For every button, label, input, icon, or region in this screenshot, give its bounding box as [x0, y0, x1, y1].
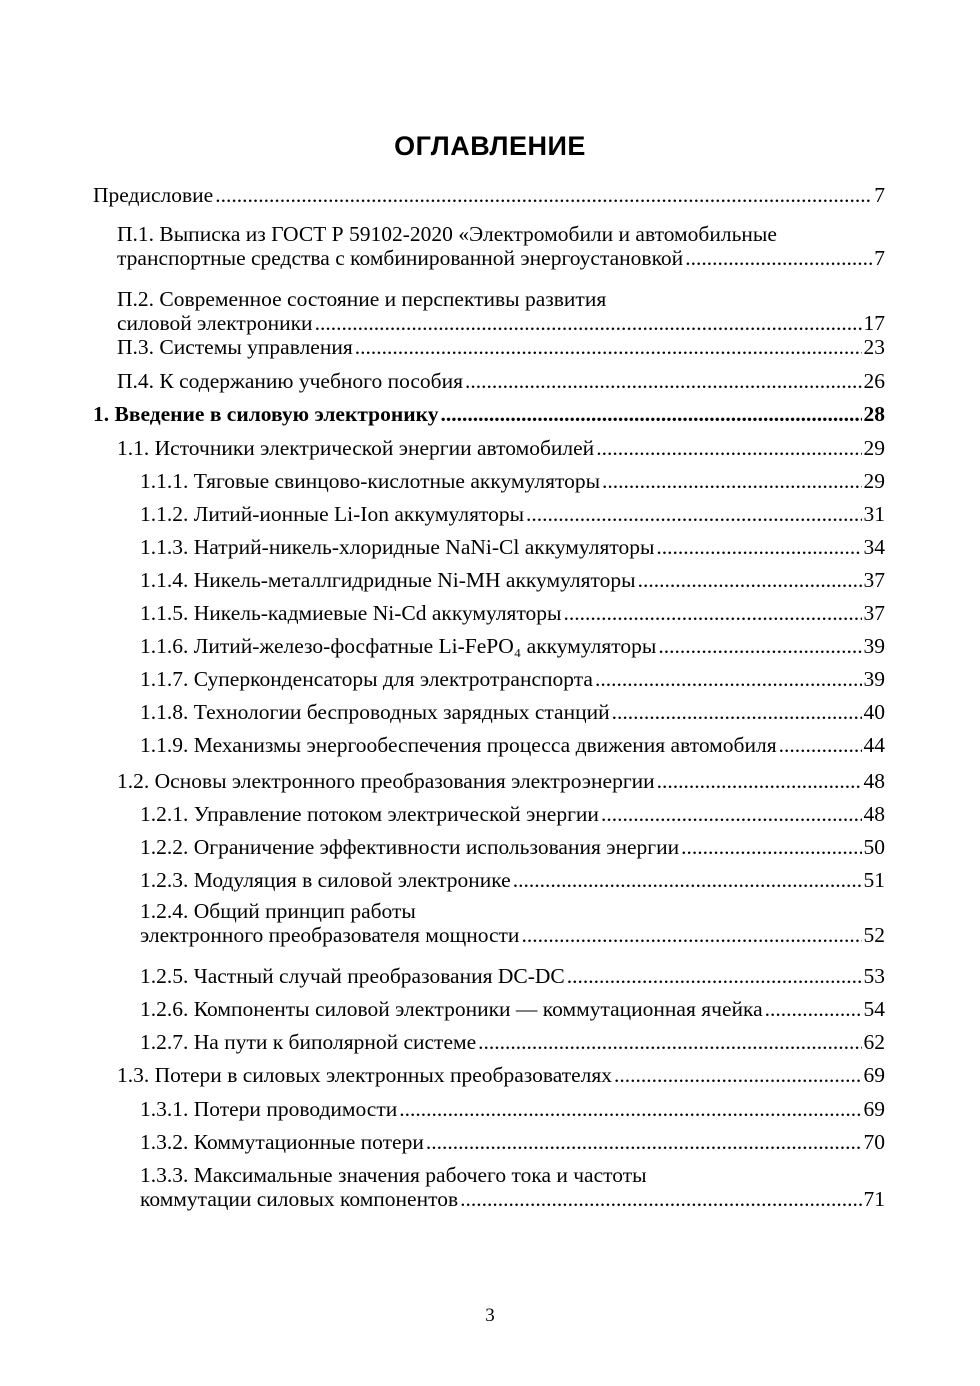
toc-entry-line	[140, 667, 885, 691]
dot-leader	[656, 535, 861, 559]
toc-entry-line	[93, 402, 885, 426]
toc-entry-page: 29	[863, 436, 885, 460]
toc-entry-line	[140, 923, 885, 947]
toc-entry-page: 7	[874, 183, 885, 207]
toc-entry-page: 71	[863, 1187, 885, 1211]
toc-entry-title: 1.1.7. Суперконденсаторы для электротранспорта	[140, 667, 593, 691]
toc-entry[interactable]	[140, 1097, 885, 1121]
toc-entry[interactable]	[140, 601, 885, 625]
toc-entry-page: 17	[863, 311, 885, 335]
toc-entry-page: 54	[863, 997, 885, 1021]
toc-entry[interactable]	[117, 436, 885, 460]
toc-entry[interactable]	[117, 335, 885, 359]
toc-entry-title: коммутации силовых компонентов	[140, 1187, 459, 1211]
toc-entry-line	[117, 769, 885, 793]
dot-leader	[215, 183, 872, 207]
toc-entry-title: 1.3.1. Потери проводимости	[140, 1097, 398, 1121]
toc-entry-title: 1.1.6. Литий-железо-фосфатные Li-FePO₄ аккумуляторы	[140, 634, 657, 658]
toc-entry-line	[117, 436, 885, 460]
toc-entry-title-line: 1.3.3. Максимальные значения рабочего тока и частоты	[140, 1163, 647, 1187]
toc-entry[interactable]	[140, 1030, 885, 1054]
toc-entry-title: П.4. К содержанию учебного пособия	[117, 369, 463, 393]
toc-entry-page: 69	[863, 1063, 885, 1087]
dot-leader	[399, 1097, 861, 1121]
dot-leader	[612, 700, 862, 724]
toc-entry-title: П.3. Системы управления	[117, 335, 353, 359]
dot-leader	[460, 1187, 861, 1211]
toc-entry-line	[140, 1130, 885, 1154]
toc-entry[interactable]	[140, 868, 885, 892]
dot-leader	[315, 311, 862, 335]
dot-leader	[465, 369, 862, 393]
toc-entry-page: 53	[863, 964, 885, 988]
toc-entry[interactable]	[140, 899, 885, 947]
dot-leader	[526, 502, 861, 526]
toc-entry-title: 1.1.9. Механизмы энергообеспечения процесса движения автомобиля	[140, 733, 777, 757]
toc-entry-page: 26	[863, 369, 885, 393]
toc-entry-line	[140, 868, 885, 892]
toc-entry-line	[140, 1097, 885, 1121]
dot-leader	[440, 402, 861, 426]
toc-entry-title: 1.1. Источники электрической энергии автомобилей	[117, 436, 595, 460]
toc-entry-page: 29	[863, 469, 885, 493]
toc-entry[interactable]	[140, 634, 885, 658]
dot-leader	[614, 1063, 861, 1087]
toc-entry-title: транспортные средства с комбинированной энергоустановкой	[117, 246, 684, 270]
toc-entry-page: 28	[863, 402, 885, 426]
dot-leader	[658, 634, 861, 658]
toc-entry-page: 48	[863, 802, 885, 826]
toc-entry-title: 1.1.4. Никель-металлгидридные Ni-MH аккумуляторы	[140, 568, 636, 592]
toc-entry[interactable]	[117, 1063, 885, 1087]
toc-entry-title: 1.2.6. Компоненты силовой электроники — коммутационная ячейка	[140, 997, 763, 1021]
dot-leader	[602, 469, 861, 493]
dot-leader	[638, 568, 862, 592]
toc-entry-title: 1.3.2. Коммутационные потери	[140, 1130, 424, 1154]
toc-entry-title: 1.1.1. Тяговые свинцово-кислотные аккумуляторы	[140, 469, 601, 493]
toc-entry[interactable]	[140, 535, 885, 559]
toc-entry[interactable]	[93, 402, 885, 426]
toc-entry[interactable]	[140, 469, 885, 493]
toc-entry-title: силовой электроники	[117, 311, 313, 335]
toc-entry-title: 1.1.8. Технологии беспроводных зарядных станций	[140, 700, 610, 724]
toc-entry-page: 31	[863, 502, 885, 526]
toc-entry-line	[140, 1030, 885, 1054]
toc-entry[interactable]	[140, 700, 885, 724]
toc-entry[interactable]	[140, 835, 885, 859]
toc-entry[interactable]	[117, 222, 885, 270]
toc-entry[interactable]	[93, 183, 885, 207]
toc-entry-line	[93, 183, 885, 207]
toc-entry-line	[117, 246, 885, 270]
page-number: 3	[485, 1305, 495, 1326]
toc-entry-line	[140, 997, 885, 1021]
toc-entry-page: 48	[863, 769, 885, 793]
dot-leader	[685, 246, 872, 270]
toc-entry-title: 1.2.3. Модуляция в силовой электронике	[140, 868, 511, 892]
toc-entry-title: 1.2. Основы электронного преобразования электроэнергии	[117, 769, 655, 793]
toc-entry-line	[117, 335, 885, 359]
toc-entry[interactable]	[140, 1130, 885, 1154]
toc-entry-line	[140, 835, 885, 859]
dot-leader	[478, 1030, 861, 1054]
toc-entry-title: 1.2.2. Ограничение эффективности использования энергии	[140, 835, 680, 859]
page-title: ОГЛАВЛЕНИЕ	[394, 131, 586, 161]
dot-leader	[657, 769, 862, 793]
toc-entry-line	[140, 802, 885, 826]
toc-entry-page: 37	[863, 568, 885, 592]
toc-entry[interactable]	[140, 964, 885, 988]
toc-entry-line	[140, 568, 885, 592]
toc-entry-page: 50	[863, 835, 885, 859]
toc-entry-line	[117, 1063, 885, 1087]
toc-entry[interactable]	[140, 568, 885, 592]
toc-entry-page: 52	[863, 923, 885, 947]
toc-entry[interactable]	[117, 769, 885, 793]
toc-entry-page: 51	[863, 868, 885, 892]
dot-leader	[521, 923, 861, 947]
toc-entry-title-line: П.1. Выписка из ГОСТ Р 59102-2020 «Электромобили и автомобильные	[117, 222, 777, 246]
toc-entry[interactable]	[140, 733, 885, 757]
toc-entry-line	[140, 601, 885, 625]
toc-entry-line	[140, 634, 885, 658]
toc-entry-page: 37	[863, 601, 885, 625]
dot-leader	[596, 436, 861, 460]
dot-leader	[779, 733, 862, 757]
toc-entry-page: 40	[863, 700, 885, 724]
toc-entry-page: 62	[863, 1030, 885, 1054]
toc-entry-title: 1.2.7. На пути к биполярной системе	[140, 1030, 477, 1054]
toc-entry-page: 7	[874, 246, 885, 270]
dot-leader	[601, 802, 862, 826]
dot-leader	[567, 964, 862, 988]
toc-entry-line	[117, 369, 885, 393]
toc-entry-line	[140, 535, 885, 559]
toc-entry-title: 1.2.1. Управление потоком электрической энергии	[140, 802, 599, 826]
toc-entry[interactable]	[117, 369, 885, 393]
toc-entry-page: 44	[863, 733, 885, 757]
dot-leader	[595, 667, 862, 691]
dot-leader	[681, 835, 861, 859]
toc-entry-line	[140, 733, 885, 757]
toc-entry-title: 1.1.2. Литий-ионные Li-Ion аккумуляторы	[140, 502, 525, 526]
toc-entry-page: 70	[863, 1130, 885, 1154]
toc-entry-title: 1.1.5. Никель-кадмиевые Ni-Cd аккумуляторы	[140, 601, 562, 625]
toc-entry[interactable]	[140, 502, 885, 526]
toc-entry-line	[140, 469, 885, 493]
toc-entry-title: 1.1.3. Натрий-никель-хлоридные NaNi-Cl аккумуляторы	[140, 535, 655, 559]
toc-entry-line	[140, 700, 885, 724]
toc-entry-line	[140, 1187, 885, 1211]
dot-leader	[355, 335, 862, 359]
toc-entry-page: 39	[863, 634, 885, 658]
toc-entry-title: электронного преобразователя мощности	[140, 923, 520, 947]
toc-entry-page: 34	[863, 535, 885, 559]
toc-entry-page: 39	[863, 667, 885, 691]
dot-leader	[513, 868, 862, 892]
toc-entry[interactable]	[140, 997, 885, 1021]
toc-entry-title: Предисловие	[93, 183, 214, 207]
toc-entry-line	[140, 964, 885, 988]
toc-entry-title-line: П.2. Современное состояние и перспективы развития	[117, 287, 607, 311]
toc-entry-line	[140, 502, 885, 526]
toc-entry[interactable]	[140, 667, 885, 691]
toc-entry[interactable]	[140, 1163, 885, 1211]
dot-leader	[564, 601, 862, 625]
toc-entry-title: 1. Введение в силовую электронику	[93, 402, 439, 426]
toc-entry-line	[117, 311, 885, 335]
toc-entry[interactable]	[117, 287, 885, 335]
toc-entry-page: 69	[863, 1097, 885, 1121]
dot-leader	[765, 997, 862, 1021]
toc-entry-title: 1.3. Потери в силовых электронных преобразователях	[117, 1063, 613, 1087]
toc-entry-title-line: 1.2.4. Общий принцип работы	[140, 899, 416, 923]
toc-entry-title: 1.2.5. Частный случай преобразования DC-DC	[140, 964, 565, 988]
dot-leader	[426, 1130, 862, 1154]
toc-entry-page: 23	[863, 335, 885, 359]
toc-entry[interactable]	[140, 802, 885, 826]
